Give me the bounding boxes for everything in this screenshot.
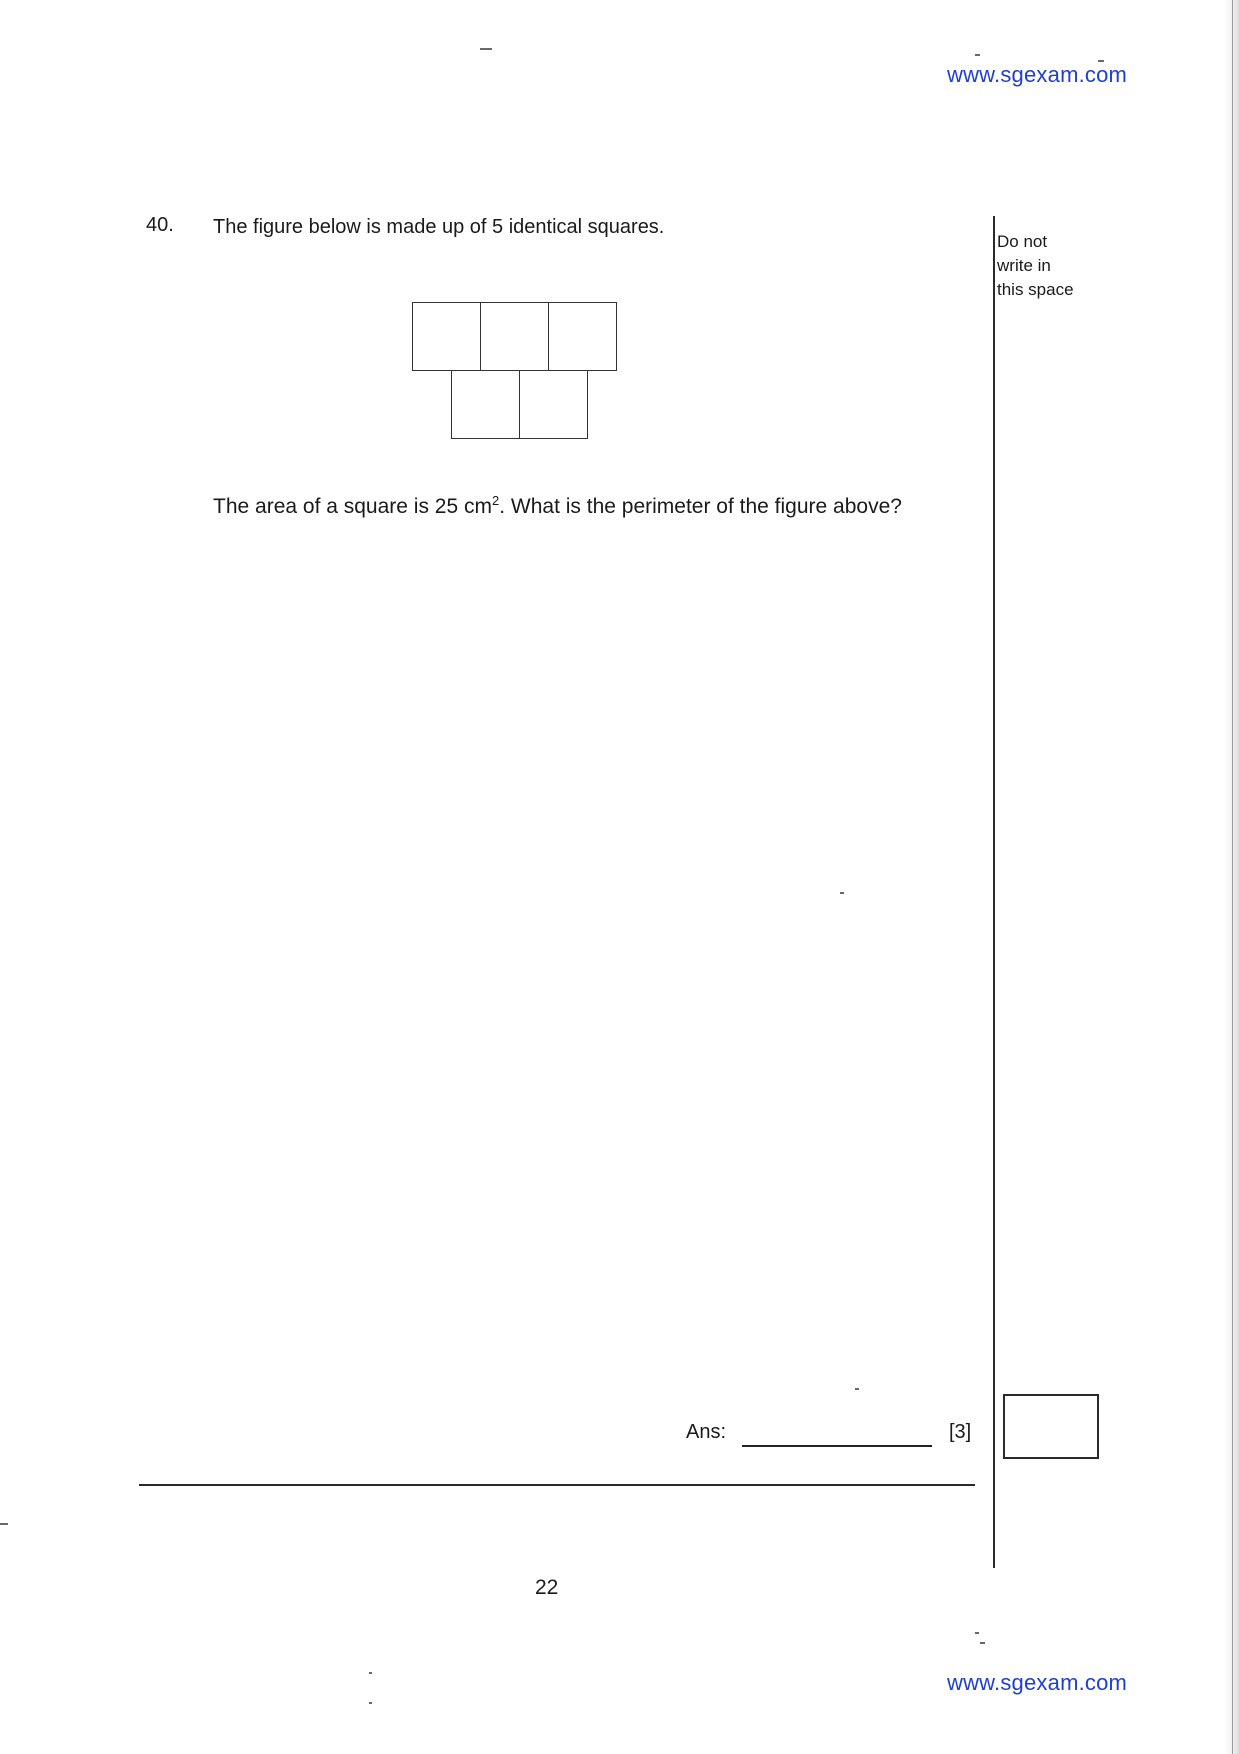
question-prompt <box>213 493 902 519</box>
answer-blank-line[interactable] <box>742 1445 932 1447</box>
marks-box <box>1003 1394 1099 1459</box>
scan-speck <box>480 48 492 50</box>
margin-note <box>997 230 1074 302</box>
figure-square-top-3 <box>548 302 617 371</box>
scan-speck <box>855 1388 859 1390</box>
marks-label: [3] <box>949 1421 972 1443</box>
question-prompt-part1: The area of a square is 25 cm <box>213 495 492 518</box>
page-edge-line <box>1232 0 1233 1754</box>
figure-square-top-2 <box>480 302 549 371</box>
header-website-text: www.sgexam.com <box>947 62 1128 87</box>
scan-speck <box>840 892 844 894</box>
question-number: 40. <box>146 214 174 236</box>
footer-website-text: www.sgexam.com <box>947 1670 1128 1695</box>
margin-divider-line <box>993 216 995 1568</box>
scan-speck <box>975 54 980 56</box>
answer-label: Ans: <box>686 1421 727 1443</box>
scan-speck <box>980 1642 985 1644</box>
figure-square-bottom-1 <box>451 370 520 439</box>
scan-speck <box>0 1523 8 1525</box>
scan-speck <box>975 1632 979 1634</box>
figure-square-top-1 <box>412 302 481 371</box>
margin-note-line-2: write in <box>997 256 1051 275</box>
scan-speck <box>369 1702 372 1704</box>
margin-note-line-3: this space <box>997 280 1074 299</box>
question-stem: The figure below is made up of 5 identical squares. <box>213 216 665 238</box>
footer-rule <box>139 1484 975 1486</box>
scan-speck <box>1098 60 1104 62</box>
page-number: 22 <box>535 1576 559 1599</box>
margin-note-line-1: Do not <box>997 232 1048 251</box>
question-prompt-part2: . What is the perimeter of the figure above? <box>499 495 902 518</box>
scan-speck <box>369 1672 372 1674</box>
figure-square-bottom-2 <box>519 370 588 439</box>
question-prompt-superscript: 2 <box>491 493 500 508</box>
